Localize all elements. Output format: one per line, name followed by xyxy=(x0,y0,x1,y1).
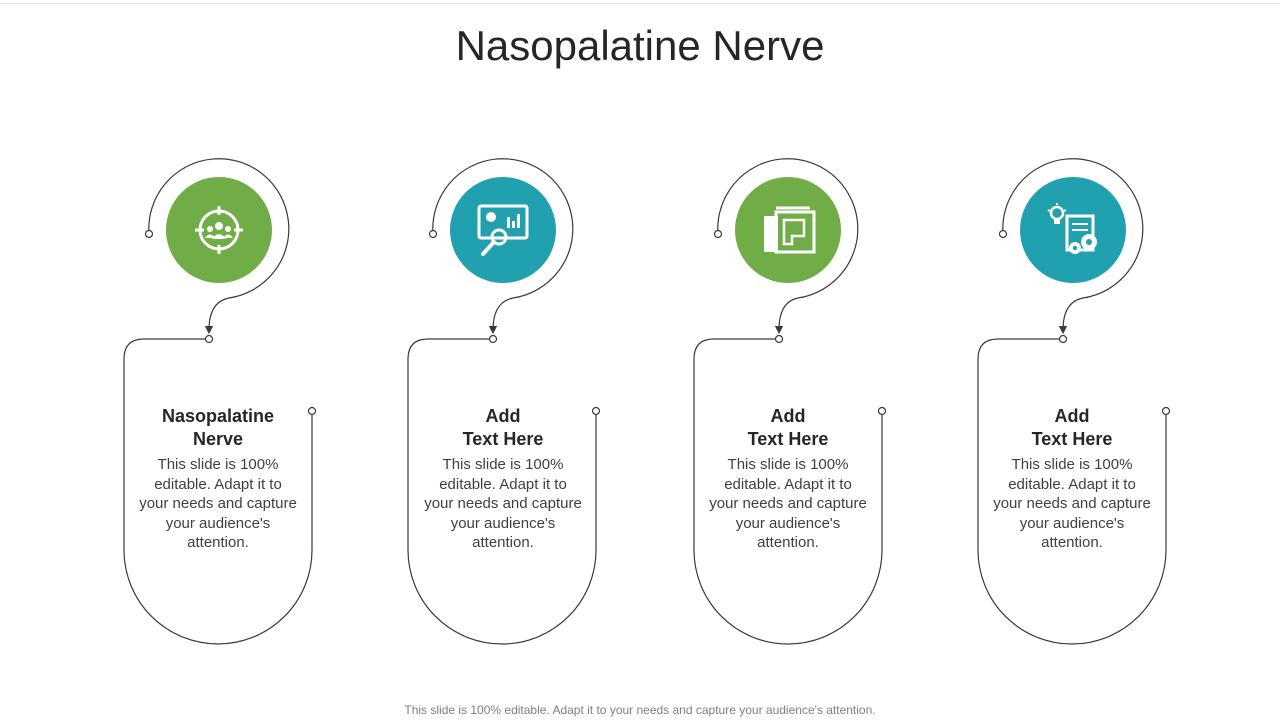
step-4-junction-dot xyxy=(1060,336,1067,343)
step-4-graphic xyxy=(978,159,1170,644)
step-2-title xyxy=(423,405,583,451)
step-3-end-dot xyxy=(879,408,886,415)
step-1-card xyxy=(138,405,298,553)
page-title: Nasopalatine Nerve xyxy=(455,22,825,69)
step-1-graphic xyxy=(124,159,316,644)
step-4-start-dot xyxy=(1000,231,1007,238)
step-4-title-line-2: Text Here xyxy=(1031,429,1113,449)
step-4-description: This slide is 100% editable. Adapt it to your needs and capture your audience's attention. xyxy=(993,456,1151,551)
step-4-card xyxy=(992,405,1152,553)
step-3-title-line-1: Add xyxy=(770,406,806,426)
step-3-title-line-2: Text Here xyxy=(747,429,829,449)
step-1-title-line-1: Nasopalatine xyxy=(161,406,275,426)
step-2-start-dot xyxy=(430,231,437,238)
step-3-card xyxy=(708,405,868,553)
step-4-title-line-1: Add xyxy=(1054,406,1090,426)
step-2-description: This slide is 100% editable. Adapt it to your needs and capture your audience's attention. xyxy=(424,456,582,551)
step-2-title-line-1: Add xyxy=(485,406,521,426)
step-3-start-dot xyxy=(715,231,722,238)
step-3-description: This slide is 100% editable. Adapt it to your needs and capture your audience's attention. xyxy=(709,456,867,551)
step-3-title xyxy=(708,405,868,451)
step-3-junction-dot xyxy=(776,336,783,343)
step-1-title-line-2: Nerve xyxy=(192,429,244,449)
step-3-icon-circle xyxy=(735,177,841,283)
step-1-description: This slide is 100% editable. Adapt it to your needs and capture your audience's attention. xyxy=(139,456,297,551)
step-1-start-dot xyxy=(146,231,153,238)
step-1-end-dot xyxy=(309,408,316,415)
step-4-end-dot xyxy=(1163,408,1170,415)
step-1-title xyxy=(138,405,298,451)
step-2-junction-dot xyxy=(490,336,497,343)
step-3-graphic xyxy=(694,159,886,644)
step-4-title xyxy=(992,405,1152,451)
step-1-junction-dot xyxy=(206,336,213,343)
step-2-end-dot xyxy=(593,408,600,415)
step-2-graphic xyxy=(408,159,600,644)
footer-note: This slide is 100% editable. Adapt it to your needs and capture your audience's attention. xyxy=(404,703,876,717)
step-2-title-line-2: Text Here xyxy=(462,429,544,449)
step-2-card xyxy=(423,405,583,553)
